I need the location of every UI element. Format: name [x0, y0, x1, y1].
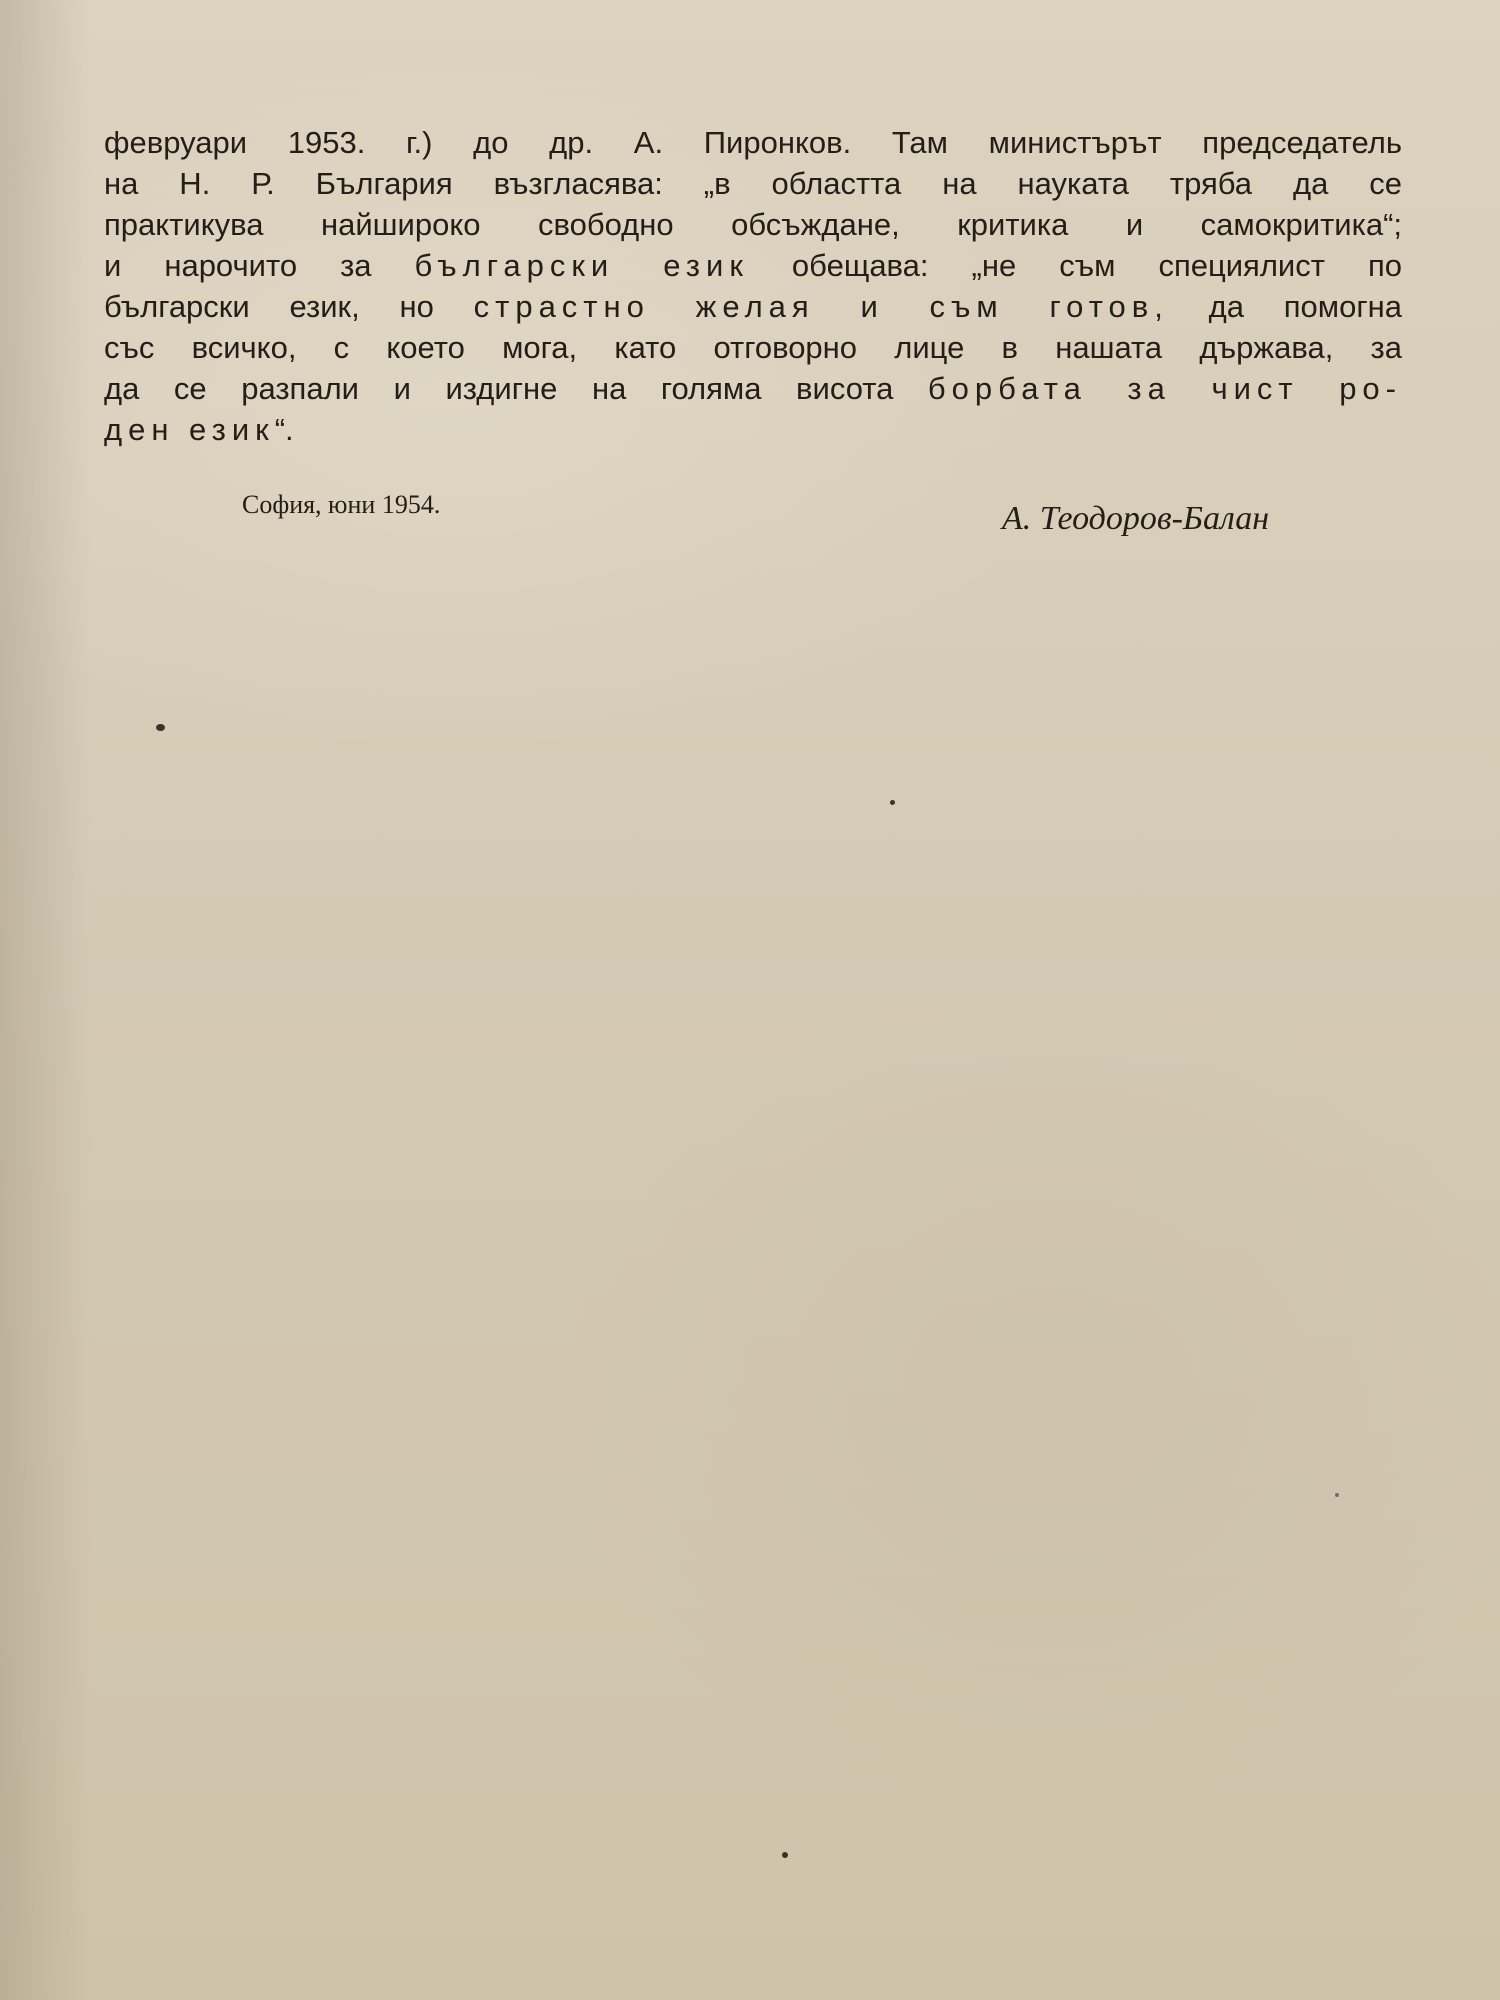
line-text: на Н. Р. България възгласява: „в областта на науката тряба да се — [104, 166, 1402, 201]
author-signature: А. Теодоров-Балан — [1002, 500, 1270, 537]
page-shadow — [0, 0, 90, 2000]
emphasized-text: български език — [414, 248, 749, 283]
line-text: български език, но — [104, 289, 474, 324]
paragraph-line — [104, 122, 1402, 163]
paper-speck — [890, 800, 895, 805]
line-text: да се разпали и издигне на голяма висота — [104, 371, 928, 406]
line-text: практикува найшироко свободно обсъждане, критика и самокритика“; — [104, 207, 1402, 242]
line-text: да помогна — [1168, 289, 1402, 324]
emphasized-text: ден език — [104, 412, 275, 447]
place-date: София, юни 1954. — [242, 490, 441, 519]
paragraph-line — [104, 368, 1402, 409]
paper-speck — [1335, 1493, 1339, 1497]
line-text: със всичко, с което мога, като отговорно лице в нашата държава, за — [104, 330, 1402, 365]
body-paragraph — [104, 122, 1402, 450]
emphasized-text: страстно желая и съм готов, — [473, 289, 1169, 324]
paragraph-line — [104, 327, 1402, 368]
line-text: февруари 1953. г.) до др. А. Пиронков. Там министърът председатель — [104, 125, 1402, 160]
paragraph-line — [104, 245, 1402, 286]
emphasized-text: борбата за чист ро- — [927, 371, 1402, 406]
paragraph-line — [104, 409, 1402, 450]
line-text: обещава: „не съм специялист по — [748, 248, 1402, 283]
paper-speck — [782, 1852, 788, 1858]
line-text: и нарочито за — [104, 248, 415, 283]
paper-speck — [156, 724, 165, 731]
paragraph-line — [104, 204, 1402, 245]
line-text: “. — [274, 412, 294, 447]
paragraph-line — [104, 286, 1402, 327]
paragraph-line — [104, 163, 1402, 204]
